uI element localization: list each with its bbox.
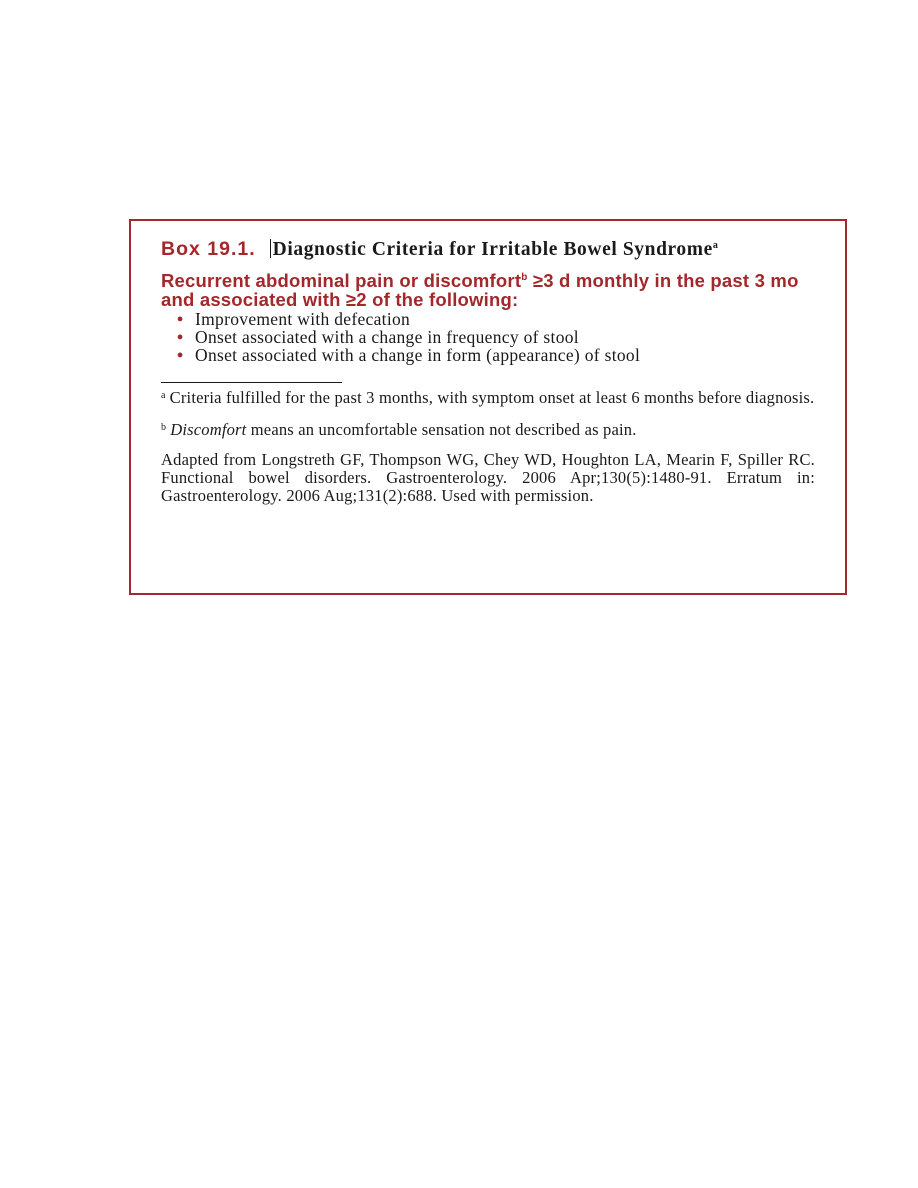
bullet-icon: • [177,309,184,329]
list-item [177,346,815,364]
footnote-divider [161,382,342,383]
footnote-a-mark: a [161,390,166,401]
footnote-b-text: means an uncomfortable sensation not described as pain. [246,420,637,439]
box-label: Box 19.1. [161,238,256,260]
text-cursor [270,239,271,258]
footnote-b [161,419,815,439]
criterion-text: Onset associated with a change in form (appearance) of stool [195,345,641,365]
box-title-text: Diagnostic Criteria for Irritable Bowel Syndrome [272,239,713,260]
footnote-b-term: Discomfort [170,420,247,439]
list-item [177,310,815,328]
criteria-heading-part1: Recurrent abdominal pain or discomfort [161,270,522,291]
footnote-a [161,387,815,407]
criteria-heading [161,268,815,309]
footnote-b-mark: b [161,422,167,433]
bullet-icon: • [177,327,184,347]
criterion-text: Improvement with defecation [195,309,411,329]
title-footnote-mark: a [712,240,718,251]
criterion-text: Onset associated with a change in frequency of stool [195,327,579,347]
box-title [161,235,815,260]
source-citation: Adapted from Longstreth GF, Thompson WG, Chey WD, Houghton LA, Mearin F, Spiller RC. Functional bowel disorders. Gastroenterology. 2006 Apr;130(5):1480-91. Erratum in: Gastroenterology. 2006 Aug;131(2):688. Used with permission. [161,450,815,505]
footnote-a-text: Criteria fulfilled for the past 3 months, with symptom onset at least 6 months before diagnosis. [169,388,815,407]
bullet-icon: • [177,345,184,365]
criteria-box [129,219,847,595]
criteria-heading-part2: ≥3 d monthly in the past 3 mo and associated with ≥2 of the following: [161,270,799,310]
list-item [177,328,815,346]
heading-footnote-mark: b [521,272,528,283]
criteria-list [177,310,815,364]
